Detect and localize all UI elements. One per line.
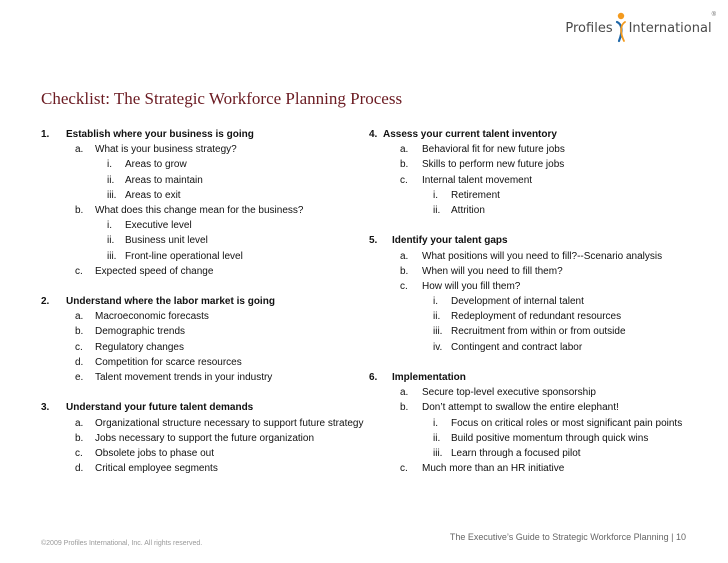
item-marker: b. xyxy=(400,265,409,277)
logo-figure-icon xyxy=(614,11,628,45)
section-title: Understand where the labor market is going xyxy=(66,296,275,308)
subitem-marker: iii. xyxy=(433,447,443,459)
item-marker: b. xyxy=(75,326,84,338)
item-text: Much more than an HR initiative xyxy=(422,463,565,475)
checklist-item xyxy=(364,157,714,172)
item-text: Behavioral fit for new future jobs xyxy=(422,144,565,156)
checklist-subitem xyxy=(41,233,371,248)
section-title: Identify your talent gaps xyxy=(392,235,508,247)
checklist-section xyxy=(41,127,371,142)
checklist-item xyxy=(41,416,371,431)
checklist-item xyxy=(41,142,371,157)
subitem-text: Recruitment from within or from outside xyxy=(451,326,626,338)
checklist-item xyxy=(41,264,371,279)
subitem-text: Development of internal talent xyxy=(451,296,584,308)
checklist-subitem xyxy=(364,340,714,355)
subitem-marker: i. xyxy=(107,220,112,232)
checklist-left-column xyxy=(41,127,371,476)
item-marker: a. xyxy=(400,387,409,399)
item-marker: b. xyxy=(400,159,409,171)
item-text: How will you fill them? xyxy=(422,280,521,292)
checklist-item xyxy=(364,279,714,294)
item-text: What does this change mean for the business? xyxy=(95,204,304,216)
checklist-item xyxy=(41,324,371,339)
subitem-marker: iv. xyxy=(433,341,443,353)
section-number: 2. xyxy=(41,296,50,308)
subitem-marker: i. xyxy=(433,296,438,308)
item-text: Skills to perform new future jobs xyxy=(422,159,565,171)
item-marker: d. xyxy=(75,463,84,475)
logo-text-international: International xyxy=(628,20,712,36)
subitem-text: Attrition xyxy=(451,204,485,216)
item-text: Jobs necessary to support the future organization xyxy=(95,432,315,444)
checklist-subitem xyxy=(41,218,371,233)
item-marker: e. xyxy=(75,372,84,383)
item-text: Critical employee segments xyxy=(95,463,218,475)
checklist-section xyxy=(364,127,714,142)
section-number: 6. xyxy=(369,372,378,383)
checklist-item xyxy=(364,142,714,157)
checklist-subitem xyxy=(41,249,371,264)
profiles-international-logo xyxy=(565,10,716,46)
item-marker: a. xyxy=(400,144,409,156)
checklist-subitem xyxy=(364,203,714,218)
subitem-text: Business unit level xyxy=(125,235,208,247)
subitem-marker: i. xyxy=(107,159,112,171)
item-text: Secure top-level executive sponsorship xyxy=(422,387,596,399)
subitem-text: Learn through a focused pilot xyxy=(451,447,581,459)
spacer xyxy=(364,218,714,233)
section-title: Implementation xyxy=(392,372,466,383)
checklist-item xyxy=(41,431,371,446)
checklist-item xyxy=(41,461,371,476)
section-title: Understand your future talent demands xyxy=(66,402,254,414)
item-text: Expected speed of change xyxy=(95,265,214,277)
checklist-section xyxy=(41,400,371,415)
item-text: What positions will you need to fill?--Scenario analysis xyxy=(422,250,663,262)
subitem-text: Contingent and contract labor xyxy=(451,341,583,353)
checklist-item xyxy=(364,264,714,279)
item-marker: b. xyxy=(75,432,84,444)
item-text: Organizational structure necessary to support future strategy xyxy=(95,417,364,429)
subitem-marker: ii. xyxy=(107,174,115,186)
checklist-item xyxy=(364,249,714,264)
item-text: Competition for scarce resources xyxy=(95,356,242,368)
page-title: Checklist: The Strategic Workforce Planning Process xyxy=(41,89,403,108)
copyright-notice: ©2009 Profiles International, Inc. All rights reserved. xyxy=(41,540,203,547)
checklist-subitem xyxy=(364,188,714,203)
item-marker: c. xyxy=(400,280,408,292)
item-marker: b. xyxy=(400,402,409,414)
subitem-marker: ii. xyxy=(433,204,441,216)
subitem-marker: ii. xyxy=(433,432,441,444)
spacer xyxy=(41,385,371,400)
subitem-marker: i. xyxy=(433,417,438,429)
item-marker: a. xyxy=(75,311,84,323)
section-number: 4. xyxy=(369,129,378,140)
item-text: Macroeconomic forecasts xyxy=(95,311,209,323)
checklist-item xyxy=(41,370,371,385)
checklist-item xyxy=(41,309,371,324)
checklist-item xyxy=(364,385,714,400)
checklist-subitem xyxy=(364,309,714,324)
subitem-marker: ii. xyxy=(433,311,441,323)
subitem-text: Retirement xyxy=(451,189,500,201)
item-marker: c. xyxy=(75,341,83,353)
section-title: Establish where your business is going xyxy=(66,129,254,140)
section-number: 5. xyxy=(369,235,378,247)
checklist-subitem xyxy=(364,416,714,431)
checklist-right-column xyxy=(364,127,714,476)
subitem-text: Areas to maintain xyxy=(125,174,203,186)
item-text: Talent movement trends in your industry xyxy=(95,372,273,383)
item-text: Obsolete jobs to phase out xyxy=(95,447,214,459)
item-marker: a. xyxy=(75,417,84,429)
checklist-item xyxy=(41,355,371,370)
checklist-item xyxy=(364,461,714,476)
subitem-marker: i. xyxy=(433,189,438,201)
item-marker: c. xyxy=(400,463,408,475)
subitem-marker: iii. xyxy=(107,189,117,201)
subitem-text: Executive level xyxy=(125,220,192,232)
item-marker: a. xyxy=(400,250,409,262)
checklist-item xyxy=(364,173,714,188)
item-marker: c. xyxy=(75,265,83,277)
checklist-item xyxy=(41,340,371,355)
checklist-subitem xyxy=(41,173,371,188)
checklist-subitem xyxy=(364,431,714,446)
item-marker: b. xyxy=(75,204,84,216)
subitem-marker: iii. xyxy=(433,326,443,338)
subitem-text: Areas to grow xyxy=(125,159,187,171)
item-text: When will you need to fill them? xyxy=(422,265,563,277)
checklist-subitem xyxy=(364,324,714,339)
section-number: 3. xyxy=(41,402,50,414)
checklist-subitem xyxy=(41,157,371,172)
checklist-item xyxy=(41,203,371,218)
checklist-subitem xyxy=(364,294,714,309)
subitem-text: Build positive momentum through quick wins xyxy=(451,432,649,444)
item-text: Regulatory changes xyxy=(95,341,184,353)
footer-guide-page: The Executive’s Guide to Strategic Workforce Planning | 10 xyxy=(449,532,686,542)
subitem-marker: ii. xyxy=(107,235,115,247)
item-text: Demographic trends xyxy=(95,326,186,338)
checklist-subitem xyxy=(364,446,714,461)
item-text: Internal talent movement xyxy=(422,174,533,186)
subitem-text: Focus on critical roles or most significant pain points xyxy=(451,417,683,429)
checklist-section xyxy=(364,233,714,248)
subitem-text: Front-line operational level xyxy=(125,250,243,262)
item-marker: c. xyxy=(400,174,408,186)
item-text: Don’t attempt to swallow the entire elephant! xyxy=(422,402,619,414)
logo-text-profiles: Profiles xyxy=(565,20,613,36)
checklist-item xyxy=(41,446,371,461)
subitem-text: Areas to exit xyxy=(125,189,181,201)
checklist-section xyxy=(41,294,371,309)
spacer xyxy=(41,279,371,294)
subitem-text: Redeployment of redundant resources xyxy=(451,311,622,323)
spacer xyxy=(364,355,714,370)
section-title: Assess your current talent inventory xyxy=(383,129,557,140)
subitem-marker: iii. xyxy=(107,250,117,262)
logo-registered-mark: ® xyxy=(711,12,716,18)
item-marker: d. xyxy=(75,356,84,368)
item-marker: a. xyxy=(75,144,84,156)
checklist-subitem xyxy=(41,188,371,203)
item-text: What is your business strategy? xyxy=(95,144,237,156)
checklist-item xyxy=(364,400,714,415)
section-number: 1. xyxy=(41,129,50,140)
checklist-section xyxy=(364,370,714,385)
item-marker: c. xyxy=(75,447,83,459)
